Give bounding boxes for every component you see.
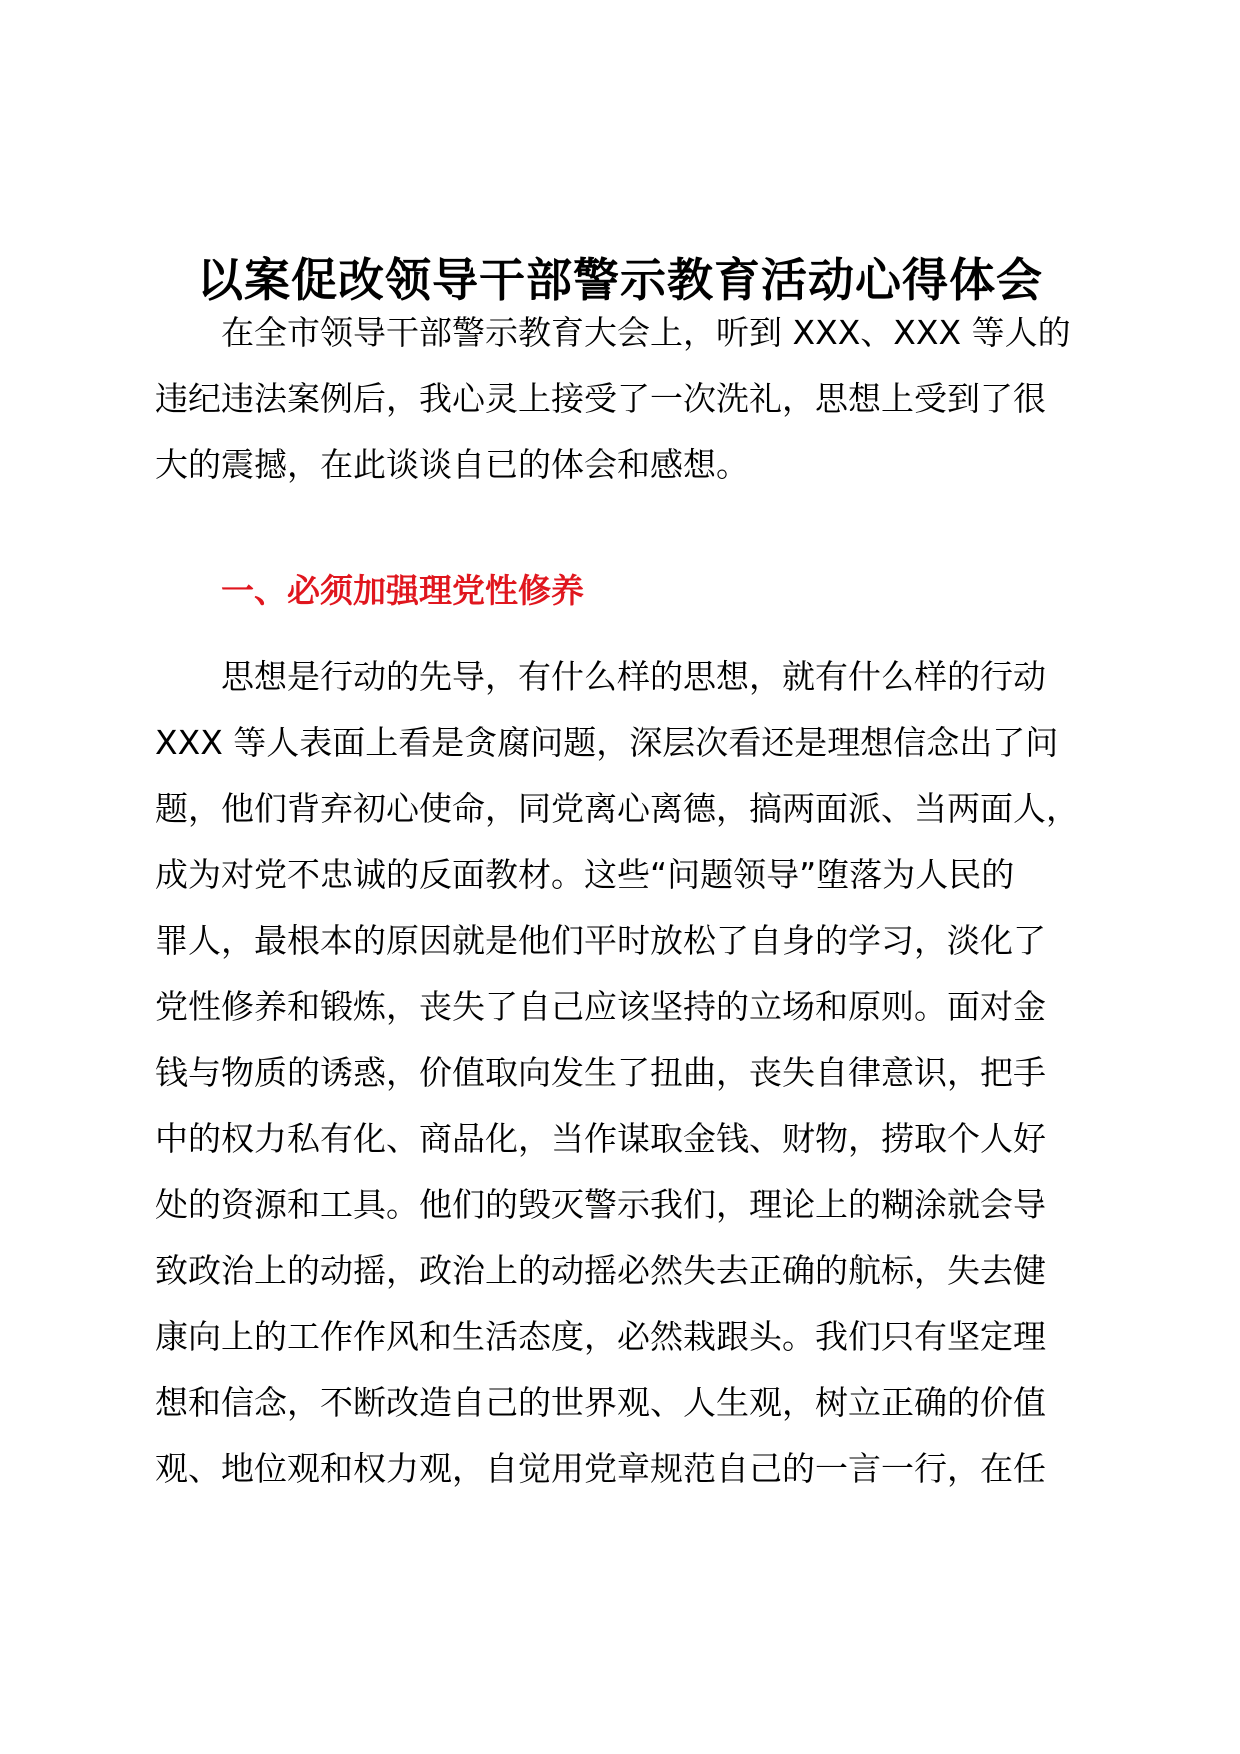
intro-paragraph <box>155 300 1087 498</box>
section-line-7: 钱与物质的诱惑，价值取向发生了扭曲，丧失自律意识，把手 <box>155 1053 1046 1092</box>
section-line-12: 想和信念，不断改造自己的世界观、人生观，树立正确的价值 <box>155 1383 1046 1422</box>
section-line-9: 处的资源和工具。他们的毁灭警示我们，理论上的糊涂就会导 <box>155 1185 1046 1224</box>
intro-line-1: 在全市领导干部警示教育大会上，听到 XXX、XXX 等人的 <box>221 313 1071 352</box>
section-line-6: 党性修养和锻炼，丧失了自己应该坚持的立场和原则。面对金 <box>155 987 1046 1026</box>
section-line-11: 康向上的工作作风和生活态度，必然栽跟头。我们只有坚定理 <box>155 1317 1046 1356</box>
section-paragraph <box>155 644 1087 1502</box>
section-line-4: 成为对党不忠诚的反面教材。这些“问题领导”堕落为人民的 <box>155 855 1015 894</box>
section-line-8: 中的权力私有化、商品化，当作谋取金钱、财物，捞取个人好 <box>155 1119 1046 1158</box>
section-line-2: XXX 等人表面上看是贪腐问题，深层次看还是理想信念出了问 <box>155 723 1059 762</box>
document-title: 以案促改领导干部警示教育活动心得体会 <box>197 253 1043 307</box>
section-line-10: 致政治上的动摇，政治上的动摇必然失去正确的航标，失去健 <box>155 1251 1046 1290</box>
section-line-1: 思想是行动的先导，有什么样的思想，就有什么样的行动 <box>221 657 1046 696</box>
intro-line-3: 大的震撼，在此谈谈自已的体会和感想。 <box>155 445 749 484</box>
section-heading: 一、必须加强理党性修养 <box>221 571 584 610</box>
intro-line-2: 违纪违法案例后，我心灵上接受了一次洗礼，思想上受到了很 <box>155 379 1046 418</box>
section-line-3: 题，他们背弃初心使命，同党离心离德，搞两面派、当两面人， <box>155 789 1079 828</box>
section-line-13: 观、地位观和权力观，自觉用党章规范自己的一言一行，在任 <box>155 1449 1046 1488</box>
section-line-5: 罪人，最根本的原因就是他们平时放松了自身的学习，淡化了 <box>155 921 1046 960</box>
